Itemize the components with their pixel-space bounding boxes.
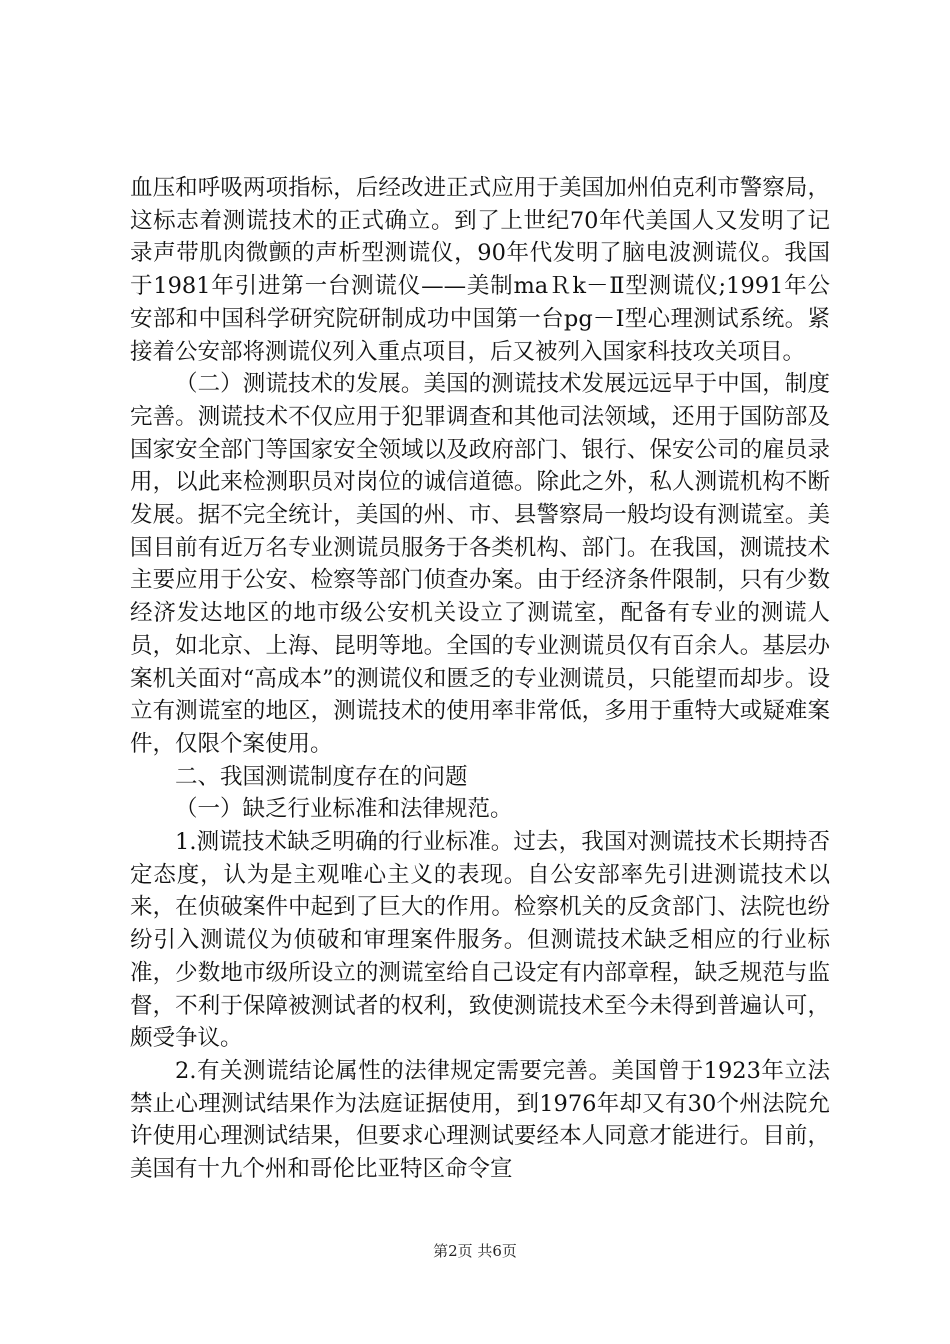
paragraph-development: （二）测谎技术的发展。美国的测谎技术发展远远早于中国，制度完善。测谎技术不仅应用于犯罪调查和其他司法领域，还用于国防部及国家安全部门等国家安全领域以及政府部门、银行、保安公司的雇员录用，以此来检测职员对岗位的诚信道德。除此之外，私人测谎机构不断发展。据不完全统计，美国的州、市、县警察局一般均设有测谎室。美国目前有近万名专业测谎员服务于各类机构、部门。在我国，测谎技术主要应用于公安、检察等部门侦查办案。由于经济条件限制，只有少数经济发达地区的地市级公安机关设立了测谎室，配备有专业的测谎人员，如北京、上海、昆明等地。全国的专业测谎员仅有百余人。基层办案机关面对“高成本”的测谎仪和匮乏的专业测谎员，只能望而却步。设立有测谎室的地区，测谎技术的使用率非常低，多用于重特大或疑难案件，仅限个案使用。: [130, 371, 830, 757]
section-heading-problems: 二、我国测谎制度存在的问题: [175, 763, 468, 790]
page-number-footer: 第2页 共6页: [433, 1242, 517, 1260]
paragraph-legal-provisions: 2.有关测谎结论属性的法律规定需要完善。美国曾于1923年立法禁止心理测试结果作为法庭证据使用，到1976年却又有30个州法院允许使用心理测试结果，但要求心理测试要经本人同意才能进行。目前，美国有十九个州和哥伦比亚特区命令宣: [130, 1057, 830, 1183]
document-body: [130, 172, 830, 1186]
subsection-heading-standards: （一）缺乏行业标准和法律规范。: [175, 796, 513, 823]
paragraph-continuation: 血压和呼吸两项指标，后经改进正式应用于美国加州伯克利市警察局，这标志着测谎技术的正式确立。到了上世纪70年代美国人又发明了记录声带肌肉微颤的声析型测谎仪，90年代发明了脑电波测谎仪。我国于1981年引进第一台测谎仪——美制maＲk－Ⅱ型测谎仪;1991年公安部和中国科学研究院研制成功中国第一台pg－Ⅰ型心理测试系统。紧接着公安部将测谎仪列入重点项目，后又被列入国家科技攻关项目。: [130, 175, 830, 365]
paragraph-industry-standard: 1.测谎技术缺乏明确的行业标准。过去，我国对测谎技术长期持否定态度，认为是主观唯心主义的表现。自公安部率先引进测谎技术以来，在侦破案件中起到了巨大的作用。检察机关的反贪部门、法院也纷纷引入测谎仪为侦破和审理案件服务。但测谎技术缺乏相应的行业标准，少数地市级所设立的测谎室给自己设定有内部章程，缺乏规范与监督，不利于保障被测试者的权利，致使测谎技术至今未得到普遍认可，颇受争议。: [130, 829, 830, 1052]
